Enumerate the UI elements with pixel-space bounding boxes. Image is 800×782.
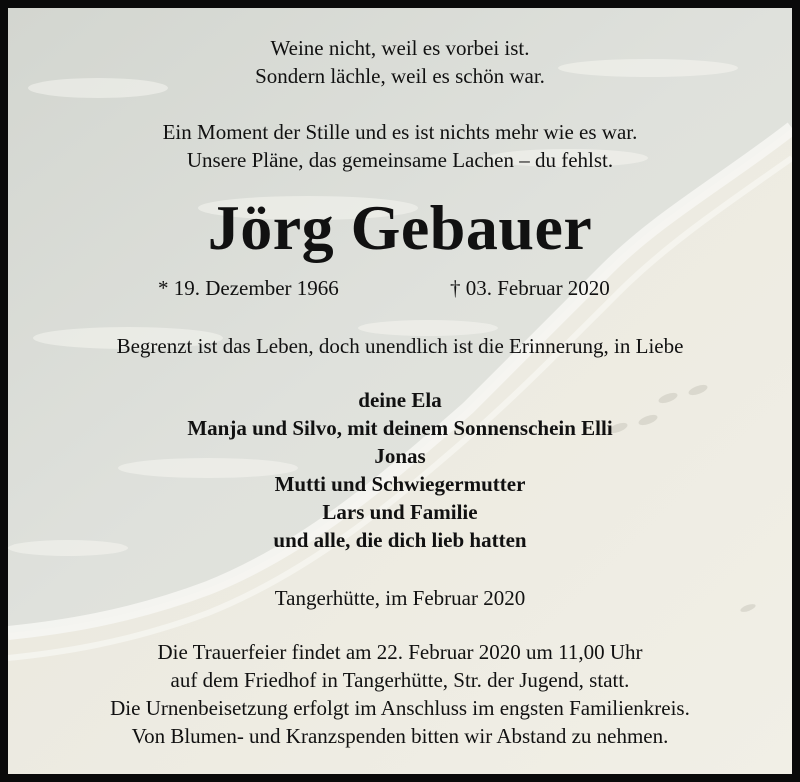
notice-line: Von Blumen- und Kranzspenden bitten wir Abstand zu nehmen.	[131, 724, 669, 748]
mourner-line: Mutti und Schwiegermutter	[274, 472, 526, 496]
tribute-line: Begrenzt ist das Leben, doch unendlich ist die Erinnerung, in Liebe	[116, 334, 684, 358]
mourner-line: Jonas	[374, 444, 426, 468]
notice-line: Die Urnenbeisetzung erfolgt im Anschluss im engsten Familienkreis.	[110, 696, 690, 720]
mourner-line: Lars und Familie	[322, 500, 478, 524]
mourner-line: deine Ela	[358, 388, 442, 412]
death-date: † 03. Februar 2020	[450, 276, 610, 300]
birth-date: * 19. Dezember 1966	[158, 276, 339, 300]
notice-line: auf dem Friedhof in Tangerhütte, Str. der Jugend, statt.	[170, 668, 630, 692]
obituary-card	[8, 8, 792, 774]
place-date: Tangerhütte, im Februar 2020	[274, 586, 526, 610]
notice-line: Die Trauerfeier findet am 22. Februar 2020 um 11,00 Uhr	[157, 640, 643, 664]
poem-line-1: Weine nicht, weil es vorbei ist.	[270, 36, 530, 60]
poem-line-2: Sondern lächle, weil es schön war.	[255, 64, 545, 88]
mourner-line: und alle, die dich lieb hatten	[273, 528, 527, 552]
mourner-line: Manja und Silvo, mit deinem Sonnenschein Elli	[187, 416, 613, 440]
deceased-name: Jörg Gebauer	[207, 192, 593, 263]
life-dates	[8, 274, 792, 302]
verse-line-1: Ein Moment der Stille und es ist nichts mehr wie es war.	[162, 120, 638, 144]
verse-line-2: Unsere Pläne, das gemeinsame Lachen – du fehlst.	[186, 148, 614, 172]
